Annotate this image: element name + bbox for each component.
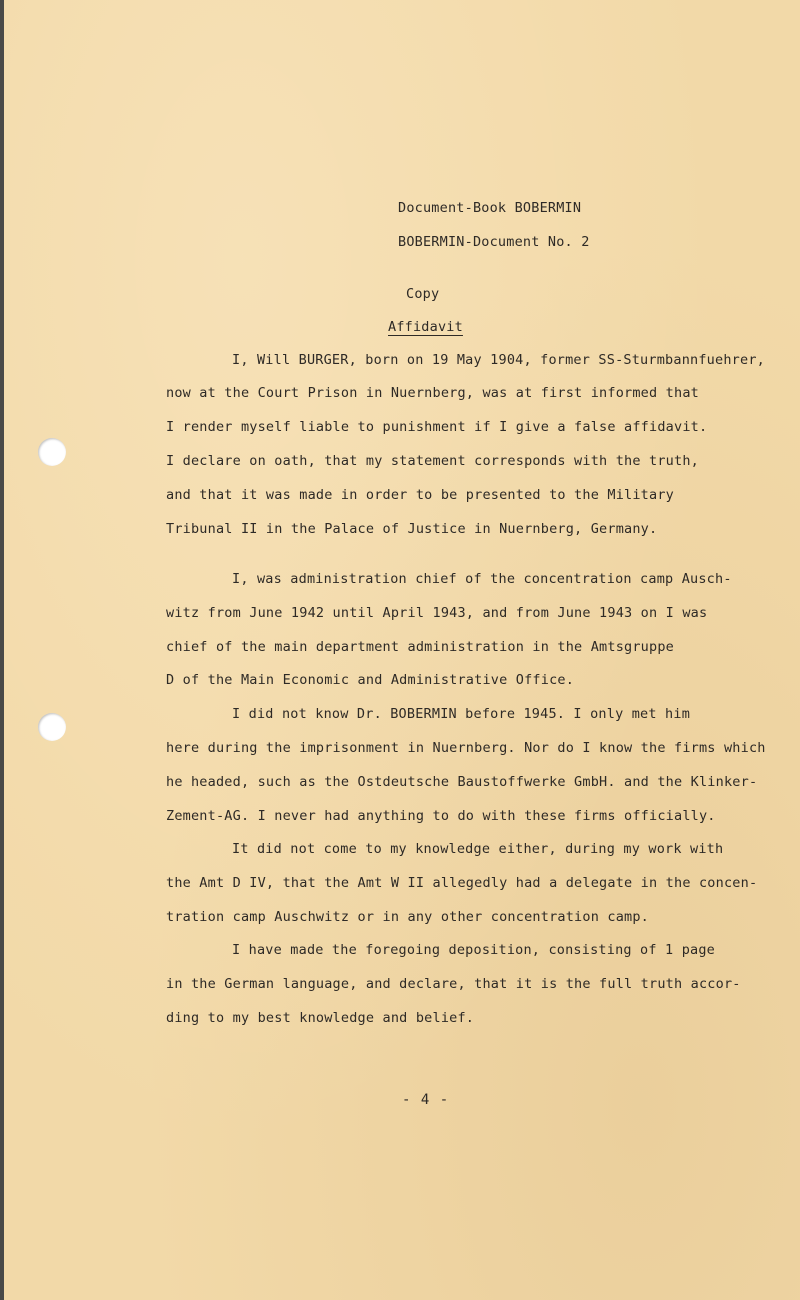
- paragraph-line: I declare on oath, that my statement corresponds with the truth,: [166, 453, 699, 469]
- paragraph-line: I did not know Dr. BOBERMIN before 1945. I only met him: [232, 706, 691, 722]
- paragraph-line: It did not come to my knowledge either, during my work with: [232, 841, 724, 857]
- paragraph-line: Tribunal II in the Palace of Justice in Nuernberg, Germany.: [166, 521, 658, 537]
- paragraph-line: I, was administration chief of the concentration camp Ausch-: [232, 571, 732, 587]
- paragraph-line: and that it was made in order to be presented to the Military: [166, 487, 674, 503]
- paragraph-line: witz from June 1942 until April 1943, and from June 1943 on I was: [166, 605, 708, 621]
- paragraph-line: in the German language, and declare, that it is the full truth accor-: [166, 976, 741, 992]
- paragraph-line: tration camp Auschwitz or in any other concentration camp.: [166, 909, 650, 925]
- paragraph-line: the Amt D IV, that the Amt W II allegedly had a delegate in the concen-: [166, 875, 758, 891]
- paragraph-line: D of the Main Economic and Administrative Office.: [166, 672, 575, 688]
- paragraph-line: I have made the foregoing deposition, consisting of 1 page: [232, 942, 716, 958]
- paragraph-line: I, Will BURGER, born on 19 May 1904, former SS-Sturmbannfuehrer,: [232, 352, 765, 368]
- document-title: Affidavit: [388, 319, 463, 335]
- paragraph-line: here during the imprisonment in Nuernberg. Nor do I know the firms which: [166, 740, 766, 756]
- page-number: - 4 -: [402, 1092, 450, 1108]
- paragraph-line: he headed, such as the Ostdeutsche Baustoffwerke GmbH. and the Klinker-: [166, 774, 758, 790]
- paragraph-line: I render myself liable to punishment if I give a false affidavit.: [166, 419, 708, 435]
- paragraph-line: Zement-AG. I never had anything to do with these firms officially.: [166, 808, 716, 824]
- document-book-heading: Document-Book BOBERMIN: [398, 200, 582, 216]
- paragraph-line: ding to my best knowledge and belief.: [166, 1010, 475, 1026]
- paragraph-line: now at the Court Prison in Nuernberg, was at first informed that: [166, 385, 699, 401]
- copy-label: Copy: [406, 286, 440, 302]
- punch-hole: [38, 438, 66, 466]
- document-page: [4, 0, 800, 1300]
- paragraph-line: chief of the main department administration in the Amtsgruppe: [166, 639, 674, 655]
- document-number-heading: BOBERMIN-Document No. 2: [398, 234, 590, 250]
- punch-hole: [38, 713, 66, 741]
